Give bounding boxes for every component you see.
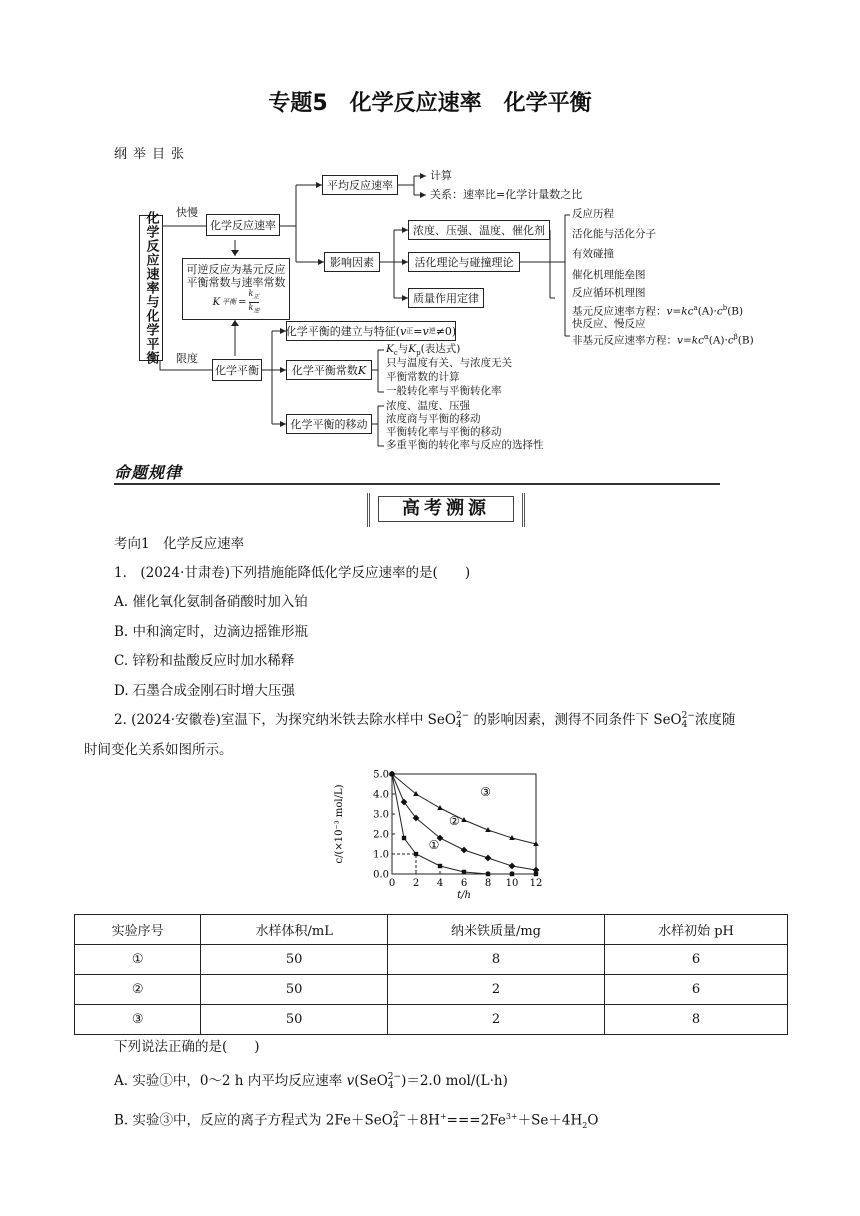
data-point-square bbox=[438, 864, 442, 868]
series-label: ③ bbox=[480, 785, 491, 799]
mind-map-root: 化学反应速率与化学平衡 bbox=[139, 215, 163, 361]
table-header-cell: 水样体积/mL bbox=[201, 915, 388, 945]
table-header-cell: 实验序号 bbox=[75, 915, 201, 945]
node-mass-action-law: 质量作用定律 bbox=[408, 288, 484, 308]
y-tick-label: 1.0 bbox=[373, 849, 389, 861]
data-point-diamond bbox=[509, 863, 516, 870]
q1-option-a: A. 催化氧化氨制备硝酸时加入铂 bbox=[114, 594, 308, 610]
table-cell: 6 bbox=[604, 945, 787, 975]
q2-stem-line1: 2. (2024·安徽卷)室温下，为探究纳米铁去除水样中 SeO2− 4 的影响因素，测得不同条件下 SeO2− 4 浓度随 bbox=[114, 710, 736, 730]
node-rate-equilibrium-link bbox=[182, 258, 290, 320]
x-tick-label: 2 bbox=[412, 878, 420, 889]
data-point-square bbox=[486, 872, 490, 876]
y-tick-label: 2.0 bbox=[373, 829, 389, 841]
note-multiple-equilibria: 多重平衡的转化率与反应的选择性 bbox=[386, 439, 544, 451]
node-chemical-equilibrium: 化学平衡 bbox=[212, 359, 262, 381]
series-line bbox=[392, 774, 536, 874]
link-formula: K 平衡 = $k_正$ $k_逆$ bbox=[212, 288, 260, 315]
data-point-square bbox=[462, 870, 466, 874]
x-axis-label: t/h bbox=[457, 890, 471, 901]
table-cell: 50 bbox=[201, 975, 388, 1005]
plot-frame bbox=[392, 774, 536, 874]
y-tick-label: 5.0 bbox=[373, 769, 389, 781]
series-label: ② bbox=[449, 814, 460, 828]
banner-frame bbox=[367, 493, 525, 527]
node-equilibrium-establish: 化学平衡的建立与特征( v 正 = v 逆 ≠0) bbox=[286, 321, 456, 341]
y-tick-label: 4.0 bbox=[373, 789, 389, 801]
note-constant-calculation: 平衡常数的计算 bbox=[386, 371, 460, 383]
q1-option-d: D. 石墨合成金刚石时增大压强 bbox=[114, 683, 295, 699]
x-tick-label: 0 bbox=[388, 878, 396, 889]
node-influence-factors: 影响因素 bbox=[324, 252, 380, 272]
branch-label-speed: 快慢 bbox=[176, 206, 198, 219]
node-reaction-rate: 化学反应速率 bbox=[206, 214, 280, 236]
table-cell: 50 bbox=[201, 945, 388, 975]
x-tick-label: 10 bbox=[505, 878, 519, 889]
table-cell: 6 bbox=[604, 975, 787, 1005]
note-calculation: 计算 bbox=[430, 169, 452, 182]
table-cell: 2 bbox=[388, 975, 605, 1005]
table-cell: ③ bbox=[75, 1005, 201, 1035]
q1-stem: 1. (2024·甘肃卷)下列措施能降低化学反应速率的是( ) bbox=[114, 565, 471, 581]
page-title: 专题5 化学反应速率 化学平衡 bbox=[268, 91, 592, 116]
note-conversion-rate: 一般转化率与平衡转化率 bbox=[386, 385, 502, 397]
data-point-diamond bbox=[533, 867, 540, 874]
branch-label-limit: 限度 bbox=[176, 352, 198, 365]
note-activation-energy: 活化能与活化分子 bbox=[572, 228, 656, 240]
section-heading-outline: 纲举目张 bbox=[114, 147, 191, 162]
note-catalysis-barrier: 催化机理能垒图 bbox=[572, 269, 646, 281]
table-header-row bbox=[75, 915, 788, 945]
note-quotient-shift: 浓度商与平衡的移动 bbox=[386, 413, 481, 425]
guide-dashed-line bbox=[392, 854, 416, 874]
data-point-square bbox=[510, 872, 514, 876]
table-cell: 2 bbox=[388, 1005, 605, 1035]
data-point-diamond bbox=[461, 847, 468, 854]
note-shift-factors: 浓度、温度、压强 bbox=[386, 400, 470, 412]
note-kc-kp: $K_c$与$K_p$(表达式) bbox=[386, 343, 461, 358]
concentration-time-chart bbox=[330, 764, 560, 914]
q1-option-c: C. 锌粉和盐酸反应时加水稀释 bbox=[114, 653, 295, 669]
table-cell: 50 bbox=[201, 1005, 388, 1035]
q2-ask: 下列说法正确的是( ) bbox=[114, 1039, 260, 1055]
x-tick-label: 4 bbox=[436, 878, 444, 889]
table-cell: 8 bbox=[388, 945, 605, 975]
link-line-2: 平衡常数与速率常数 bbox=[186, 275, 286, 289]
table-cell: 8 bbox=[604, 1005, 787, 1035]
section-divider bbox=[114, 483, 720, 485]
table-cell: ① bbox=[75, 945, 201, 975]
note-reaction-cycle: 反应循环机理图 bbox=[572, 287, 646, 299]
node-collision-theory: 活化理论与碰撞理论 bbox=[408, 252, 520, 272]
table-header-cell: 水样初始 pH bbox=[604, 915, 787, 945]
series-line bbox=[392, 774, 536, 844]
node-equilibrium-constant: 化学平衡常数 K bbox=[286, 360, 372, 380]
note-effective-collision: 有效碰撞 bbox=[572, 248, 614, 260]
x-tick-label: 8 bbox=[484, 878, 492, 889]
q2-stem-line2: 时间变化关系如图所示。 bbox=[84, 742, 233, 758]
data-point-square bbox=[402, 836, 406, 840]
series-label: ① bbox=[428, 838, 440, 852]
node-average-rate: 平均反应速率 bbox=[322, 175, 398, 195]
x-tick-label: 6 bbox=[460, 878, 468, 889]
table-row bbox=[75, 945, 788, 975]
data-point-square bbox=[414, 852, 418, 856]
table-row bbox=[75, 975, 788, 1005]
y-tick-label: 3.0 bbox=[373, 809, 389, 821]
note-temperature-only: 只与温度有关、与浓度无关 bbox=[386, 357, 512, 369]
node-conditions: 浓度、压强、温度、催化剂 bbox=[408, 220, 550, 240]
q2-option-a: A. 实验①中，0～2 h 内平均反应速率 v(SeO2− 4 )＝2.0 mol/(L·h) bbox=[114, 1071, 508, 1091]
q2-option-b: B. 实验③中，反应的离子方程式为 2Fe＋SeO2− $4 +8H^+===2Fe^{3+}+Se+4H_2O$ bbox=[114, 1111, 599, 1131]
note-nonelementary-rate-equation: 非基元反应速率方程：$v=kc^\alpha(A)\cdot c^\beta(B)$ bbox=[572, 333, 754, 347]
data-point-diamond bbox=[485, 855, 492, 862]
link-line-1: 可逆反应为基元反应 bbox=[186, 262, 286, 276]
note-conversion-shift: 平衡转化率与平衡的移动 bbox=[386, 426, 502, 438]
note-rate-relation: 关系：速率比=化学计量数之比 bbox=[430, 188, 583, 201]
note-elementary-rate-equation: 基元反应速率方程：$v=kc^a(A)\cdot c^b(B)$ bbox=[572, 304, 744, 318]
q1-option-b: B. 中和滴定时，边滴边摇锥形瓶 bbox=[114, 624, 309, 640]
table-row bbox=[75, 1005, 788, 1035]
y-axis-label: c/(×10⁻³ mol/L) bbox=[334, 784, 345, 864]
banner-title: 高考溯源 bbox=[378, 496, 514, 522]
data-point-triangle bbox=[437, 805, 443, 810]
y-tick-label: 0.0 bbox=[373, 869, 389, 881]
section-heading-rules: 命题规律 bbox=[114, 463, 183, 482]
note-reaction-path: 反应历程 bbox=[572, 208, 614, 220]
experiment-table bbox=[74, 914, 788, 1035]
table-header-cell: 纳米铁质量/mg bbox=[388, 915, 605, 945]
table-cell: ② bbox=[75, 975, 201, 1005]
note-fast-slow-reaction: 快反应、慢反应 bbox=[572, 318, 646, 330]
x-tick-label: 12 bbox=[529, 878, 543, 889]
topic-heading: 考向1 化学反应速率 bbox=[114, 536, 245, 552]
node-equilibrium-shift: 化学平衡的移动 bbox=[286, 414, 372, 434]
